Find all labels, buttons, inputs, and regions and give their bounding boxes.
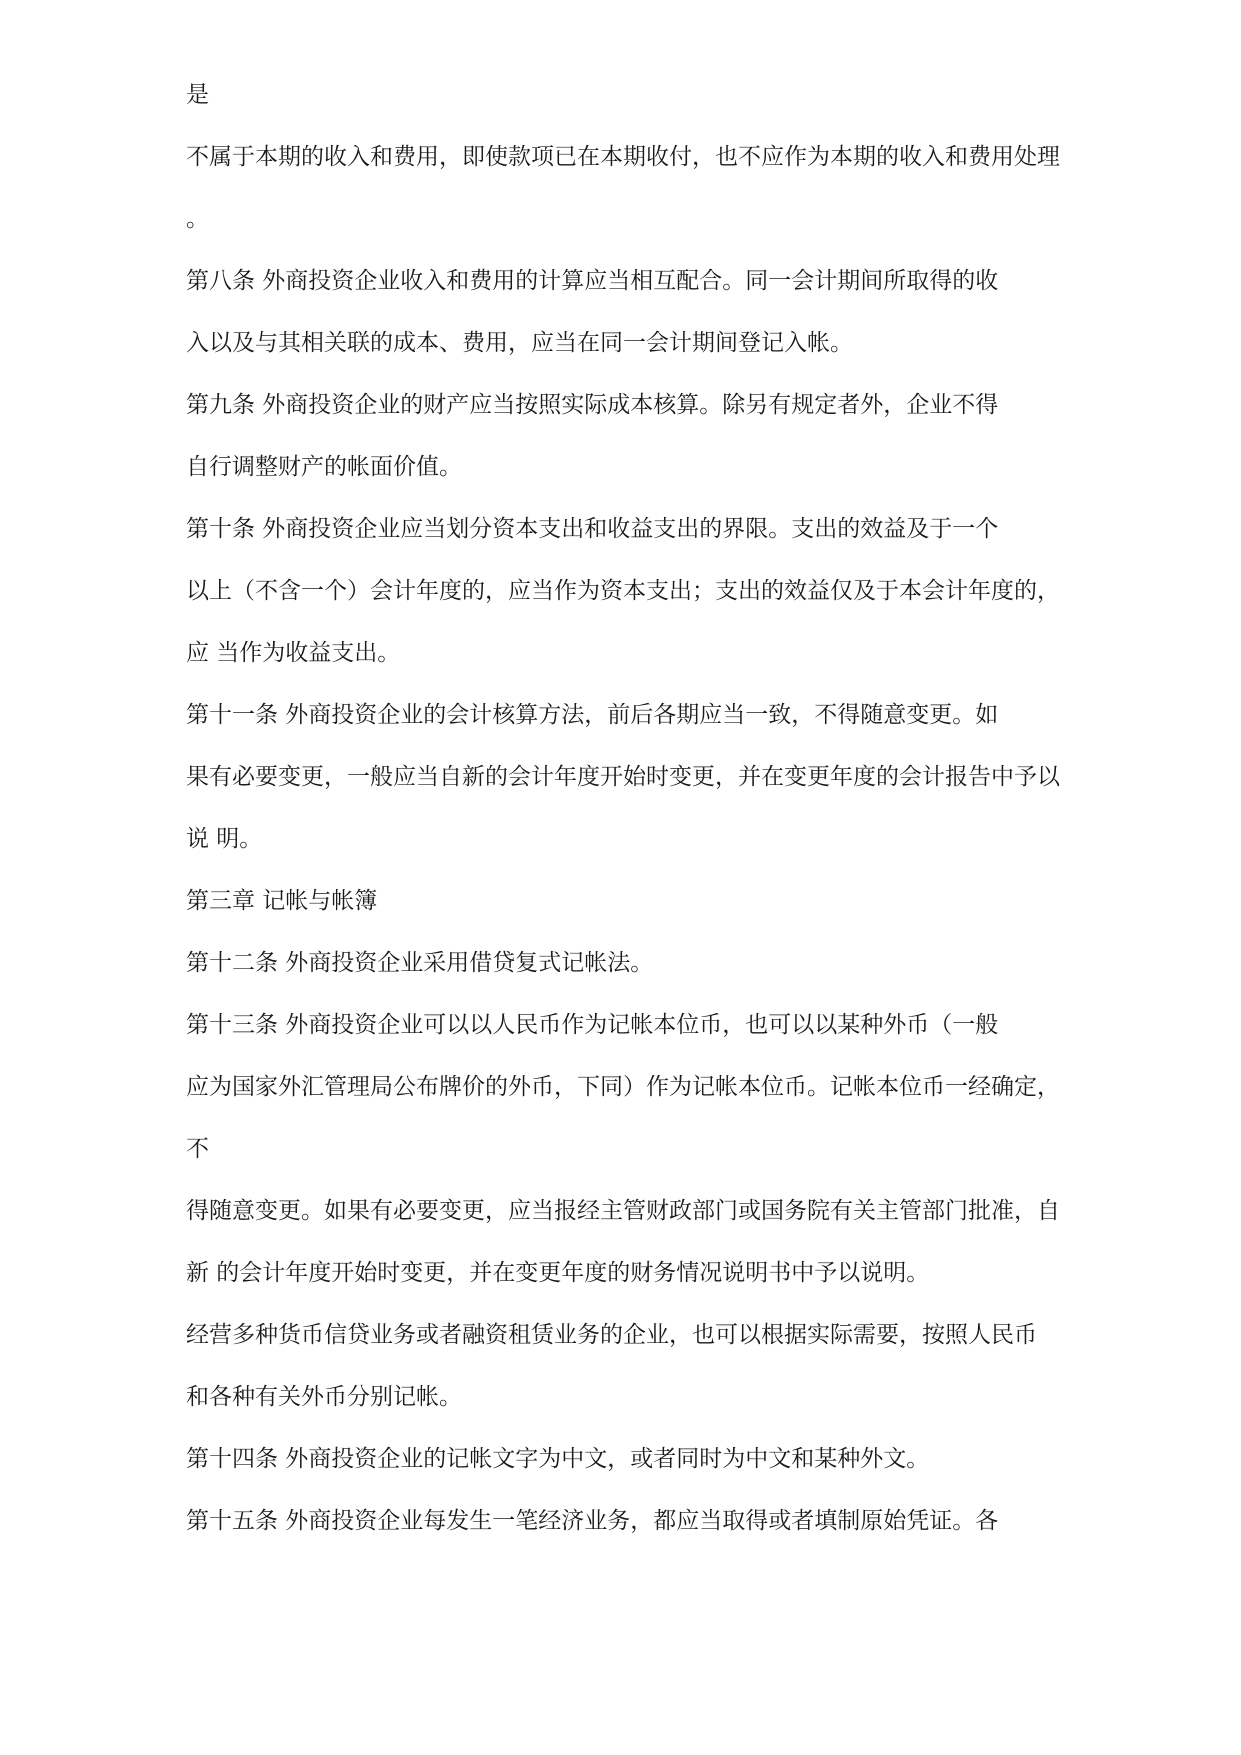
article-8-line: 第八条 外商投资企业收入和费用的计算应当相互配合。同一会计期间所取得的收 — [186, 268, 999, 294]
text-line: 是 — [186, 82, 209, 108]
text-line: 新 的会计年度开始时变更，并在变更年度的财务情况说明书中予以说明。 — [186, 1260, 930, 1286]
text-line: 。 — [186, 206, 209, 232]
article-9-line: 第九条 外商投资企业的财产应当按照实际成本核算。除另有规定者外，企业不得 — [186, 392, 999, 418]
article-10-line: 第十条 外商投资企业应当划分资本支出和收益支出的界限。支出的效益及于一个 — [186, 516, 999, 542]
text-line: 应为国家外汇管理局公布牌价的外币，下同）作为记帐本位币。记帐本位币一经确定， — [186, 1074, 1060, 1100]
text-line: 自行调整财产的帐面价值。 — [186, 454, 462, 480]
text-line: 不属于本期的收入和费用，即使款项已在本期收付，也不应作为本期的收入和费用处理 — [186, 144, 1060, 170]
chapter-heading: 第三章 记帐与帐簿 — [186, 888, 378, 914]
article-12-line: 第十二条 外商投资企业采用借贷复式记帐法。 — [186, 950, 654, 976]
article-15-line: 第十五条 外商投资企业每发生一笔经济业务，都应当取得或者填制原始凭证。各 — [186, 1508, 999, 1534]
text-line: 得随意变更。如果有必要变更，应当报经主管财政部门或国务院有关主管部门批准，自 — [186, 1198, 1060, 1224]
article-13-line: 第十三条 外商投资企业可以以人民币作为记帐本位币，也可以以某种外币（一般 — [186, 1012, 999, 1038]
text-line: 果有必要变更，一般应当自新的会计年度开始时变更，并在变更年度的会计报告中予以 — [186, 764, 1060, 790]
text-line: 不 — [186, 1136, 209, 1162]
document-body — [186, 80, 1146, 1568]
text-line: 入以及与其相关联的成本、费用，应当在同一会计期间登记入帐。 — [186, 330, 853, 356]
text-line: 经营多种货币信贷业务或者融资租赁业务的企业，也可以根据实际需要，按照人民币 — [186, 1322, 1037, 1348]
article-14-line: 第十四条 外商投资企业的记帐文字为中文，或者同时为中文和某种外文。 — [186, 1446, 930, 1472]
text-line: 以上（不含一个）会计年度的，应当作为资本支出；支出的效益仅及于本会计年度的， — [186, 578, 1060, 604]
text-line: 说 明。 — [186, 826, 263, 852]
article-11-line: 第十一条 外商投资企业的会计核算方法，前后各期应当一致，不得随意变更。如 — [186, 702, 999, 728]
text-line: 和各种有关外币分别记帐。 — [186, 1384, 462, 1410]
text-line: 应 当作为收益支出。 — [186, 640, 401, 666]
